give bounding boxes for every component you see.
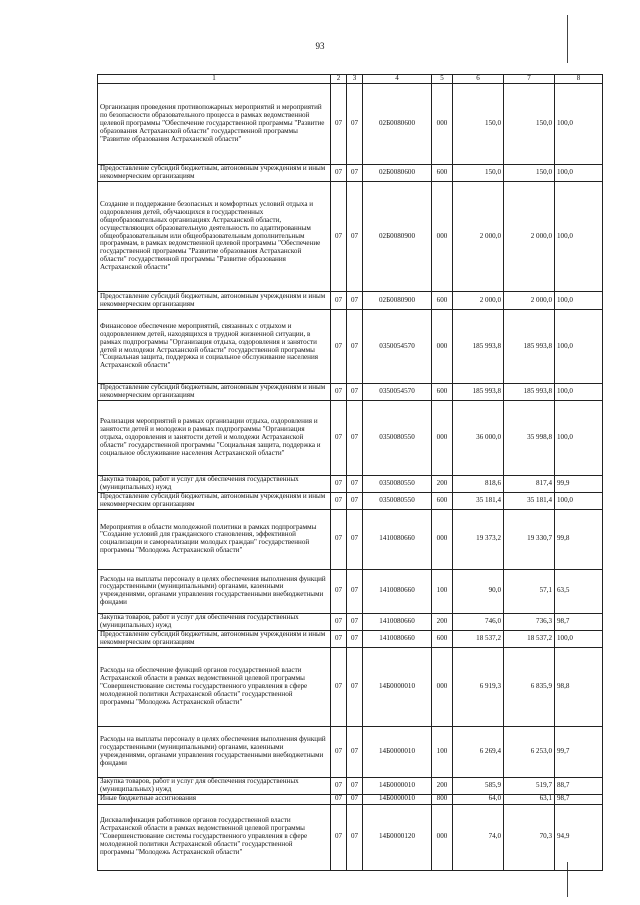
section-code: 07 (331, 493, 347, 510)
executed-amount: 817,4 (504, 476, 555, 493)
expense-type-code: 000 (432, 84, 453, 165)
row-name: Расходы на выплаты персоналу в целях обеспечения выполнения функций государственными (муниципальными) органами, казенными учреждениями, органами управления государственными внебюджетными фондами (98, 569, 331, 613)
column-header: 2 (331, 75, 347, 84)
row-name: Закупка товаров, работ и услуг для обеспечения государственных (муниципальных) нужд (98, 476, 331, 493)
expense-type-code: 000 (432, 310, 453, 384)
row-name: Закупка товаров, работ и услуг для обеспечения государственных (муниципальных) нужд (98, 613, 331, 630)
table-row (98, 777, 603, 794)
executed-amount: 19 330,7 (504, 509, 555, 569)
target-article-code: 14Б0000010 (363, 794, 432, 804)
section-code: 07 (331, 630, 347, 647)
target-article-code: 0350054570 (363, 310, 432, 384)
table-row (98, 804, 603, 870)
row-name: Предоставление субсидий бюджетным, автономным учреждениям и иным некоммерческим организациям (98, 384, 331, 401)
section-code: 07 (331, 401, 347, 476)
expense-type-code: 600 (432, 384, 453, 401)
section-code: 07 (331, 384, 347, 401)
executed-amount: 70,3 (504, 804, 555, 870)
planned-amount: 6 269,4 (453, 726, 504, 777)
planned-amount: 35 181,4 (453, 493, 504, 510)
subsection-code: 07 (347, 384, 363, 401)
section-code: 07 (331, 182, 347, 292)
planned-amount: 150,0 (453, 165, 504, 182)
executed-amount: 35 181,4 (504, 493, 555, 510)
margin-line (567, 15, 568, 63)
execution-percent: 100,0 (555, 182, 603, 292)
subsection-code: 07 (347, 569, 363, 613)
executed-amount: 2 000,0 (504, 182, 555, 292)
row-name: Предоставление субсидий бюджетным, автономным учреждениям и иным некоммерческим организациям (98, 493, 331, 510)
execution-percent: 98,7 (555, 794, 603, 804)
table-row (98, 310, 603, 384)
subsection-code: 07 (347, 804, 363, 870)
execution-percent: 100,0 (555, 310, 603, 384)
execution-percent: 100,0 (555, 292, 603, 310)
subsection-code: 07 (347, 182, 363, 292)
subsection-code: 07 (347, 493, 363, 510)
expense-type-code: 600 (432, 292, 453, 310)
table-row (98, 613, 603, 630)
row-name: Дисквалификация работников органов государственной власти Астраханской области в рамках ведомственной целевой программы "Совершенствование системы государственного управления в сфере молодежной политики Астраханской области" государственной программы "Молодежь Астраханской области" (98, 804, 331, 870)
planned-amount: 185 993,8 (453, 310, 504, 384)
planned-amount: 19 373,2 (453, 509, 504, 569)
subsection-code: 07 (347, 726, 363, 777)
section-code: 07 (331, 777, 347, 794)
row-name: Организация проведения противопожарных мероприятий и мероприятий по безопасности образовательного процесса в рамках ведомственной целевой программы "Обеспечение государственной программы "Развитие образования Астраханской области" государственной программы "Развитие образования Астраханской области" (98, 84, 331, 165)
section-code: 07 (331, 613, 347, 630)
section-code: 07 (331, 310, 347, 384)
column-header: 6 (453, 75, 504, 84)
executed-amount: 150,0 (504, 84, 555, 165)
planned-amount: 36 000,0 (453, 401, 504, 476)
table-row (98, 84, 603, 165)
execution-percent: 100,0 (555, 84, 603, 165)
subsection-code: 07 (347, 509, 363, 569)
planned-amount: 6 919,3 (453, 647, 504, 726)
executed-amount: 6 835,9 (504, 647, 555, 726)
table-row (98, 509, 603, 569)
executed-amount: 519,7 (504, 777, 555, 794)
executed-amount: 2 000,0 (504, 292, 555, 310)
executed-amount: 57,1 (504, 569, 555, 613)
planned-amount: 90,0 (453, 569, 504, 613)
section-code: 07 (331, 165, 347, 182)
subsection-code: 07 (347, 165, 363, 182)
table-row (98, 726, 603, 777)
column-header: 3 (347, 75, 363, 84)
subsection-code: 07 (347, 794, 363, 804)
section-code: 07 (331, 84, 347, 165)
column-header: 4 (363, 75, 432, 84)
expense-type-code: 100 (432, 569, 453, 613)
table-row (98, 647, 603, 726)
planned-amount: 746,0 (453, 613, 504, 630)
section-code: 07 (331, 569, 347, 613)
planned-amount: 585,9 (453, 777, 504, 794)
subsection-code: 07 (347, 84, 363, 165)
section-code: 07 (331, 647, 347, 726)
planned-amount: 2 000,0 (453, 292, 504, 310)
section-code: 07 (331, 726, 347, 777)
table-header-row (98, 75, 603, 84)
target-article-code: 14Б0000010 (363, 647, 432, 726)
target-article-code: 1410080660 (363, 509, 432, 569)
row-name: Финансовое обеспечение мероприятий, связанных с отдыхом и оздоровлением детей, находящихся в трудной жизненной ситуации, в рамках подпрограммы "Организация отдыха, оздоровления и занятости детей и молодежи Астраханской области" государственной программы "Социальная защита, поддержка и социальное обслуживание населения Астраханской области" (98, 310, 331, 384)
target-article-code: 0350080550 (363, 476, 432, 493)
table-row (98, 794, 603, 804)
table-row (98, 493, 603, 510)
target-article-code: 02Б0080600 (363, 84, 432, 165)
target-article-code: 02Б0080900 (363, 182, 432, 292)
table-row (98, 630, 603, 647)
page-number: 93 (315, 41, 325, 51)
table-row (98, 384, 603, 401)
expense-type-code: 200 (432, 476, 453, 493)
target-article-code: 0350054570 (363, 384, 432, 401)
column-header: 5 (432, 75, 453, 84)
subsection-code: 07 (347, 613, 363, 630)
execution-percent: 88,7 (555, 777, 603, 794)
planned-amount: 185 993,8 (453, 384, 504, 401)
row-name: Иные бюджетные ассигнования (98, 794, 331, 804)
row-name: Расходы на выплаты персоналу в целях обеспечения выполнения функций государственными (муниципальными) органами, казенными учреждениями, органами управления государственными внебюджетными фондами (98, 726, 331, 777)
table-row (98, 292, 603, 310)
subsection-code: 07 (347, 292, 363, 310)
section-code: 07 (331, 794, 347, 804)
execution-percent: 99,8 (555, 509, 603, 569)
expense-type-code: 000 (432, 401, 453, 476)
execution-percent: 100,0 (555, 401, 603, 476)
row-name: Закупка товаров, работ и услуг для обеспечения государственных (муниципальных) нужд (98, 777, 331, 794)
planned-amount: 150,0 (453, 84, 504, 165)
target-article-code: 14Б0000010 (363, 777, 432, 794)
budget-table (97, 74, 603, 871)
executed-amount: 18 537,2 (504, 630, 555, 647)
row-name: Мероприятия в области молодежной политики в рамках подпрограммы "Создание условий для гражданского становления, эффективной социализации и самореализации молодых граждан" государственной программы "Молодежь Астраханской области" (98, 509, 331, 569)
target-article-code: 02Б0080600 (363, 165, 432, 182)
target-article-code: 02Б0080900 (363, 292, 432, 310)
row-name: Предоставление субсидий бюджетным, автономным учреждениям и иным некоммерческим организациям (98, 165, 331, 182)
executed-amount: 736,3 (504, 613, 555, 630)
row-name: Предоставление субсидий бюджетным, автономным учреждениям и иным некоммерческим организациям (98, 292, 331, 310)
row-name: Создание и поддержание безопасных и комфортных условий отдыха и оздоровления детей, обучающихся в государственных общеобразовательных организациях Астраханской области, осуществляющих образовательную деятельность по адаптированным общеобразовательным или общеобразовательным дополнительным программам, в рамках ведомственной целевой программы "Обеспечение государственной программы "Развитие образования Астраханской области" государственной программы "Развитие образования Астраханской области" (98, 182, 331, 292)
expense-type-code: 000 (432, 509, 453, 569)
target-article-code: 14Б0000120 (363, 804, 432, 870)
planned-amount: 74,0 (453, 804, 504, 870)
section-code: 07 (331, 509, 347, 569)
planned-amount: 2 000,0 (453, 182, 504, 292)
row-name: Расходы на обеспечение функций органов государственной власти Астраханской области в рамках ведомственной целевой программы "Совершенствование системы государственного управления в сфере молодежной политики Астраханской области" государственной программы "Молодежь Астраханской области" (98, 647, 331, 726)
expense-type-code: 600 (432, 493, 453, 510)
executed-amount: 35 998,8 (504, 401, 555, 476)
execution-percent: 100,0 (555, 384, 603, 401)
expense-type-code: 000 (432, 647, 453, 726)
expense-type-code: 800 (432, 794, 453, 804)
execution-percent: 98,7 (555, 613, 603, 630)
section-code: 07 (331, 476, 347, 493)
expense-type-code: 200 (432, 777, 453, 794)
column-header: 1 (98, 75, 331, 84)
row-name: Реализация мероприятий в рамках организации отдыха, оздоровления и занятости детей и молодежи в рамках подпрограммы "Организация отдыха, оздоровления и занятости детей и молодежи Астраханской области" государственной программы "Социальная защита, поддержка и социальное обслуживание населения Астраханской области" (98, 401, 331, 476)
executed-amount: 150,0 (504, 165, 555, 182)
execution-percent: 98,8 (555, 647, 603, 726)
execution-percent: 100,0 (555, 493, 603, 510)
execution-percent: 99,7 (555, 726, 603, 777)
execution-percent: 94,9 (555, 804, 603, 870)
subsection-code: 07 (347, 401, 363, 476)
target-article-code: 1410080660 (363, 569, 432, 613)
expense-type-code: 100 (432, 726, 453, 777)
target-article-code: 14Б0000010 (363, 726, 432, 777)
expense-type-code: 200 (432, 613, 453, 630)
table-row (98, 476, 603, 493)
subsection-code: 07 (347, 647, 363, 726)
planned-amount: 18 537,2 (453, 630, 504, 647)
execution-percent: 100,0 (555, 165, 603, 182)
executed-amount: 63,1 (504, 794, 555, 804)
executed-amount: 185 993,8 (504, 310, 555, 384)
executed-amount: 185 993,8 (504, 384, 555, 401)
expense-type-code: 000 (432, 182, 453, 292)
execution-percent: 99,9 (555, 476, 603, 493)
execution-percent: 100,0 (555, 630, 603, 647)
column-header: 8 (555, 75, 603, 84)
planned-amount: 64,0 (453, 794, 504, 804)
subsection-code: 07 (347, 310, 363, 384)
table-row (98, 401, 603, 476)
row-name: Предоставление субсидий бюджетным, автономным учреждениям и иным некоммерческим организациям (98, 630, 331, 647)
planned-amount: 818,6 (453, 476, 504, 493)
table-row (98, 569, 603, 613)
subsection-code: 07 (347, 777, 363, 794)
subsection-code: 07 (347, 630, 363, 647)
subsection-code: 07 (347, 476, 363, 493)
expense-type-code: 000 (432, 804, 453, 870)
expense-type-code: 600 (432, 630, 453, 647)
target-article-code: 1410080660 (363, 630, 432, 647)
table-row (98, 165, 603, 182)
target-article-code: 0350080550 (363, 401, 432, 476)
execution-percent: 63,5 (555, 569, 603, 613)
target-article-code: 0350080550 (363, 493, 432, 510)
target-article-code: 1410080660 (363, 613, 432, 630)
executed-amount: 6 253,0 (504, 726, 555, 777)
section-code: 07 (331, 804, 347, 870)
column-header: 7 (504, 75, 555, 84)
table-row (98, 182, 603, 292)
section-code: 07 (331, 292, 347, 310)
expense-type-code: 600 (432, 165, 453, 182)
